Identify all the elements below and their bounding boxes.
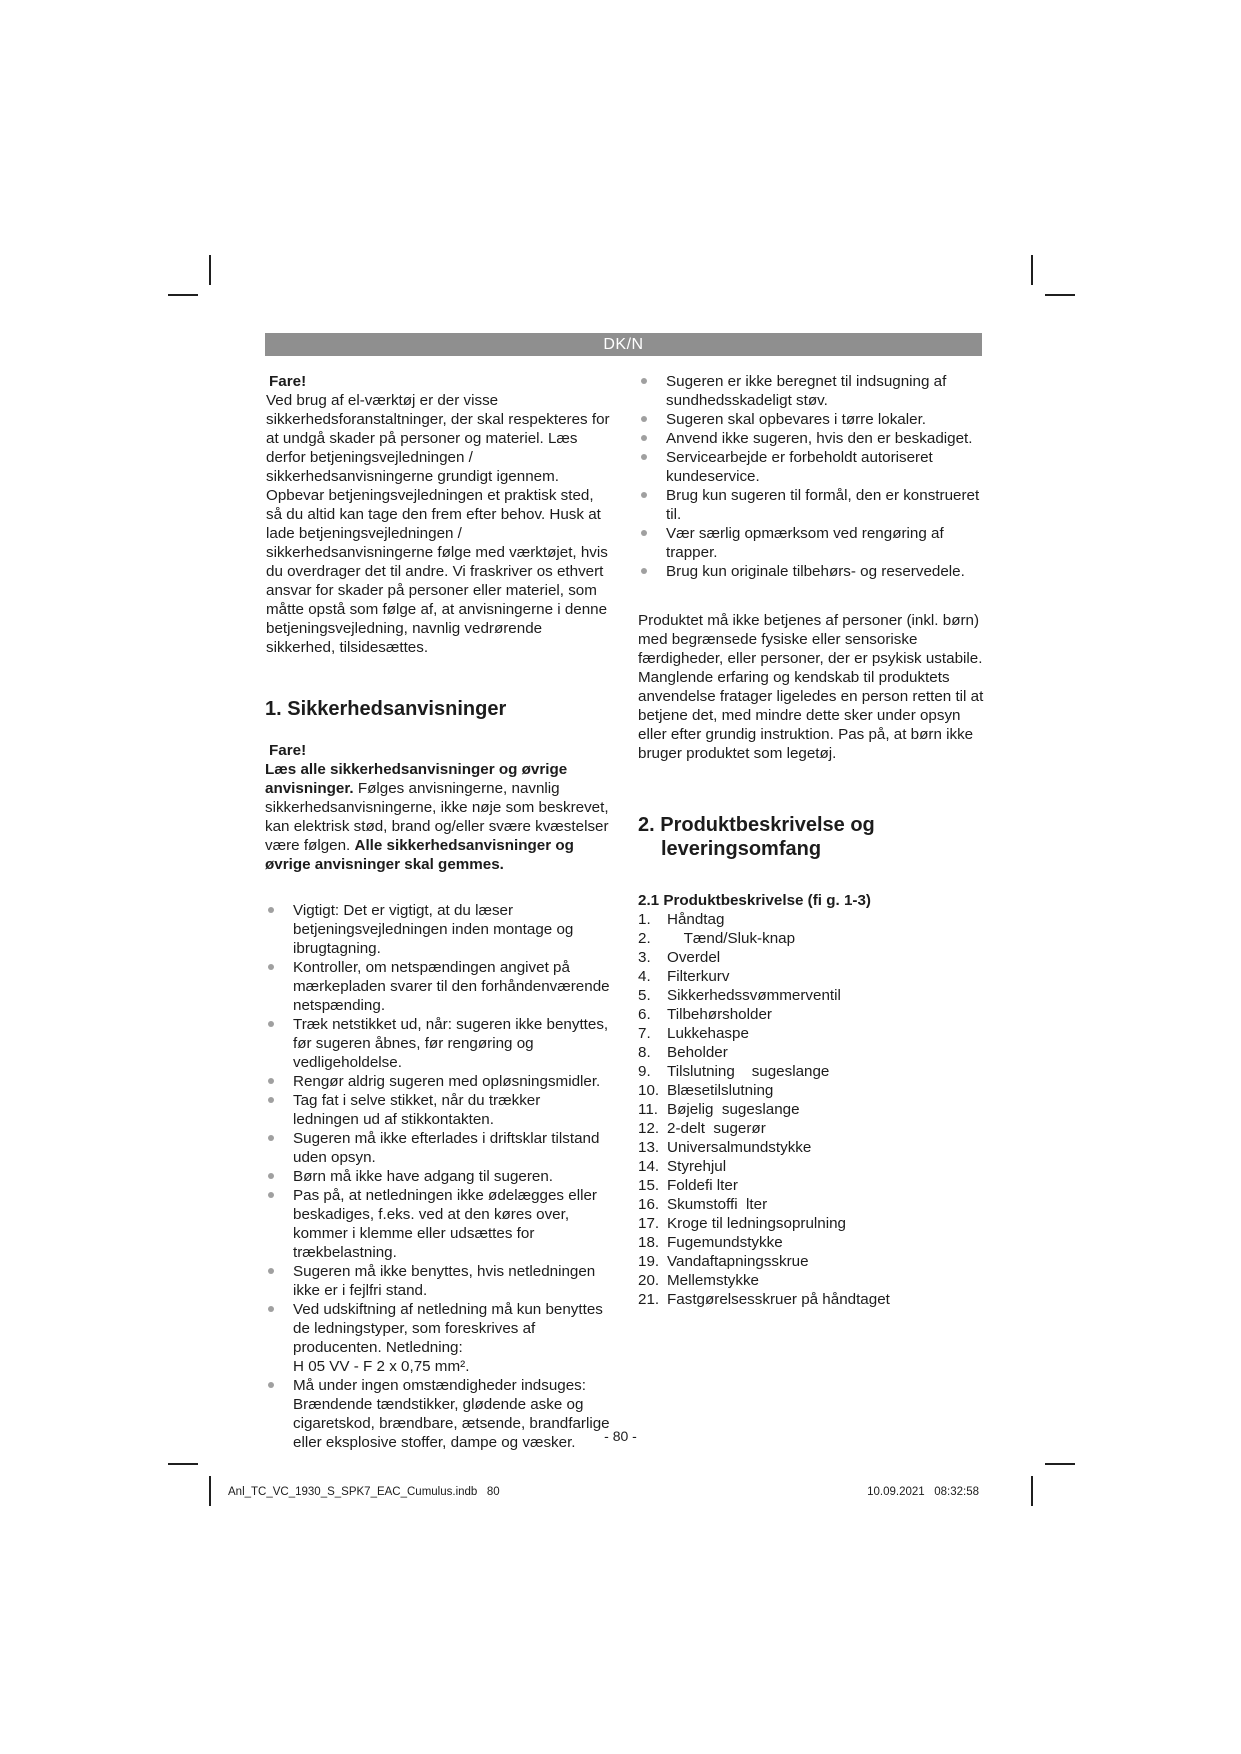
- list-item: Kontroller, om netspændingen angivet på mærkepladen svarer til den forhåndenværende netspænding.: [265, 958, 610, 1015]
- footer-filename: Anl_TC_VC_1930_S_SPK7_EAC_Cumulus.indb 80: [228, 1486, 500, 1498]
- part-label: Tænd/Sluk-knap: [667, 930, 796, 947]
- part-number: 21.: [638, 1291, 660, 1308]
- warning-bold-2: Alle sikkerhedsanvisninger og øvrige anvisninger skal gemmes.: [265, 837, 574, 873]
- part-label: Styrehjul: [667, 1158, 727, 1175]
- part-label: Universalmundstykke: [667, 1139, 812, 1156]
- page-number: - 80 -: [604, 1428, 637, 1444]
- part-label: Overdel: [667, 949, 721, 966]
- part-number: 7.: [638, 1025, 651, 1042]
- part-number: 17.: [638, 1215, 660, 1232]
- left-column: [265, 372, 610, 1452]
- section-2-heading: 2. Produktbeskrivelse og leveringsomfang: [638, 814, 875, 860]
- part-label: Håndtag: [667, 911, 725, 928]
- list-item: Tag fat i selve stikket, når du trækker ledningen ud af stikkontakten.: [265, 1091, 610, 1129]
- part-item: [638, 910, 990, 929]
- crop-mark: [1045, 1463, 1075, 1465]
- part-label: Beholder: [667, 1044, 728, 1061]
- list-item: Brug kun originale tilbehørs- og reservedele.: [638, 562, 990, 581]
- list-item: Børn må ikke have adgang til sugeren.: [265, 1167, 610, 1186]
- part-label: Kroge til ledningsoprulning: [667, 1215, 846, 1232]
- crop-mark: [168, 294, 198, 296]
- part-item: [638, 1043, 990, 1062]
- warning-bold-1: Læs alle sikkerhedsanvisninger og øvrige anvisninger.: [265, 761, 568, 797]
- right-column: [638, 372, 990, 1309]
- part-number: 6.: [638, 1006, 651, 1023]
- subsection-heading: 2.1 Produktbeskrivelse (fi g. 1-3): [638, 892, 871, 909]
- warning-paragraph: [265, 760, 610, 874]
- part-number: 19.: [638, 1253, 660, 1270]
- part-item: [638, 1214, 990, 1233]
- list-item: Ved udskiftning af netledning må kun benyttes de ledningstyper, som foreskrives af producenten. Netledning: H 05 VV - F 2 x 0,75 mm².: [265, 1300, 610, 1376]
- safety-list-right: [638, 372, 990, 581]
- part-item: [638, 1176, 990, 1195]
- part-item: [638, 1062, 990, 1081]
- crop-mark: [1045, 294, 1075, 296]
- part-number: 18.: [638, 1234, 660, 1251]
- list-item: Sugeren må ikke efterlades i driftsklar tilstand uden opsyn.: [265, 1129, 610, 1167]
- part-item: [638, 1157, 990, 1176]
- part-item: [638, 1081, 990, 1100]
- part-label: Fastgørelsesskruer på håndtaget: [667, 1291, 890, 1308]
- part-item: [638, 1005, 990, 1024]
- part-number: 20.: [638, 1272, 660, 1289]
- danger-label: Fare!: [269, 373, 307, 390]
- part-item: [638, 929, 990, 948]
- part-number: 16.: [638, 1196, 660, 1213]
- part-number: 10.: [638, 1082, 660, 1099]
- part-number: 14.: [638, 1158, 660, 1175]
- footer-timestamp: 10.09.2021 08:32:58: [867, 1486, 979, 1498]
- part-number: 3.: [638, 949, 651, 966]
- part-label: Tilbehørsholder: [667, 1006, 772, 1023]
- part-item: [638, 1119, 990, 1138]
- part-label: Filterkurv: [667, 968, 730, 985]
- intro-paragraph: Ved brug af el-værktøj er der visse sikkerhedsforanstaltninger, der skal respekteres for at undgå skader på personer og materiel. Læs derfor betjeningsvejledningen / sikkerhedsanvisningerne grundigt igennem. Opbevar betjeningsvejledningen et praktisk sted, så du altid kan tage den frem efter behov. Husk at lade betjeningsvejledningen / sikkerhedsanvisningerne følge med værktøjet, hvis du overdrager det til andre. Vi fraskriver os ethvert ansvar for skader på personer eller materiel, som måtte opstå som følge af, at anvisningerne i denne betjeningsvejledning, navnlig vedrørende sikkerhed, tilsidesættes.: [266, 392, 610, 656]
- part-item: [638, 967, 990, 986]
- list-item: Vigtigt: Det er vigtigt, at du læser betjeningsvejledningen inden montage og ibrugtagning.: [265, 901, 610, 958]
- part-item: [638, 1024, 990, 1043]
- part-item: [638, 948, 990, 967]
- part-item: [638, 1271, 990, 1290]
- part-number: 15.: [638, 1177, 660, 1194]
- part-number: 1.: [638, 911, 651, 928]
- warning-text: Følges anvisningerne, navnlig sikkerhedsanvisningerne, ikke nøje som beskrevet, kan elektrisk stød, brand og/eller svære kvæstelser være følgen.: [265, 780, 609, 854]
- part-number: 11.: [638, 1101, 658, 1118]
- part-number: 9.: [638, 1063, 651, 1080]
- crop-mark: [1031, 255, 1033, 285]
- part-label: Blæsetilslutning: [667, 1082, 774, 1099]
- list-item: Servicearbejde er forbeholdt autoriseret kundeservice.: [638, 448, 990, 486]
- part-item: [638, 1252, 990, 1271]
- list-item: Træk netstikket ud, når: sugeren ikke benyttes, før sugeren åbnes, før rengøring og vedligeholdelse.: [265, 1015, 610, 1072]
- part-item: [638, 1138, 990, 1157]
- part-label: 2-delt sugerør: [667, 1120, 766, 1137]
- cable-spec: H 05 VV - F 2 x 0,75 mm²: [293, 1358, 466, 1375]
- list-item: Sugeren er ikke beregnet til indsugning af sundhedsskadeligt støv.: [638, 372, 990, 410]
- list-item: Pas på, at netledningen ikke ødelægges eller beskadiges, f.eks. ved at den køres over, kommer i klemme eller udsættes for trækbelastning.: [265, 1186, 610, 1262]
- part-label: Lukkehaspe: [667, 1025, 749, 1042]
- part-label: Sikkerhedssvømmerventil: [667, 987, 841, 1004]
- danger-label-2: Fare!: [269, 742, 307, 759]
- language-header-bar: DK/N: [265, 333, 982, 356]
- usage-paragraph: Produktet må ikke betjenes af personer (inkl. børn) med begrænsede fysiske eller sensoriske færdigheder, eller personer, der er psykisk ustabile. Manglende erfaring og kendskab til produktets anvendelse fratager ligeledes en person retten til at betjene det, med mindre dette sker under opsyn eller efter grundig instruktion. Pas på, at børn ikke bruger produktet som legetøj.: [638, 612, 984, 762]
- safety-list-left: [265, 901, 610, 1452]
- list-item: Sugeren skal opbevares i tørre lokaler.: [638, 410, 990, 429]
- part-label: Foldefi lter: [667, 1177, 738, 1194]
- part-number: 13.: [638, 1139, 660, 1156]
- section-1-heading: 1. Sikkerhedsanvisninger: [265, 698, 507, 720]
- parts-list: [638, 910, 990, 1309]
- cable-text: Ved udskiftning af netledning må kun benyttes de ledningstyper, som foreskrives af producenten. Netledning:: [293, 1301, 603, 1356]
- part-number: 5.: [638, 987, 651, 1004]
- part-label: Fugemundstykke: [667, 1234, 783, 1251]
- part-label: Vandaftapningsskrue: [667, 1253, 809, 1270]
- part-item: [638, 1100, 990, 1119]
- part-number: 12.: [638, 1120, 660, 1137]
- part-label: Skumstoffi lter: [667, 1196, 768, 1213]
- crop-mark: [168, 1463, 198, 1465]
- list-item: Brug kun sugeren til formål, den er konstrueret til.: [638, 486, 990, 524]
- list-item: Sugeren må ikke benyttes, hvis netledningen ikke er i fejlfri stand.: [265, 1262, 610, 1300]
- part-item: [638, 1195, 990, 1214]
- part-number: 8.: [638, 1044, 651, 1061]
- part-number: 4.: [638, 968, 651, 985]
- part-label: Bøjelig sugeslange: [667, 1101, 800, 1118]
- list-item: Vær særlig opmærksom ved rengøring af trapper.: [638, 524, 990, 562]
- part-label: Tilslutning sugeslange: [667, 1063, 830, 1080]
- part-item: [638, 1233, 990, 1252]
- crop-mark: [209, 255, 211, 285]
- list-item: Rengør aldrig sugeren med opløsningsmidler.: [265, 1072, 610, 1091]
- part-item: [638, 1290, 990, 1309]
- part-label: Mellemstykke: [667, 1272, 759, 1289]
- list-item: Anvend ikke sugeren, hvis den er beskadiget.: [638, 429, 990, 448]
- list-item: Må under ingen omstændigheder indsuges: Brændende tændstikker, glødende aske og cigaretskod, brændbare, ætsende, brandfarlige eller eksplosive stoffer, dampe og væsker.: [265, 1376, 610, 1452]
- crop-mark: [1031, 1476, 1033, 1506]
- part-item: [638, 986, 990, 1005]
- crop-mark: [209, 1476, 211, 1506]
- part-number: 2.: [638, 930, 651, 947]
